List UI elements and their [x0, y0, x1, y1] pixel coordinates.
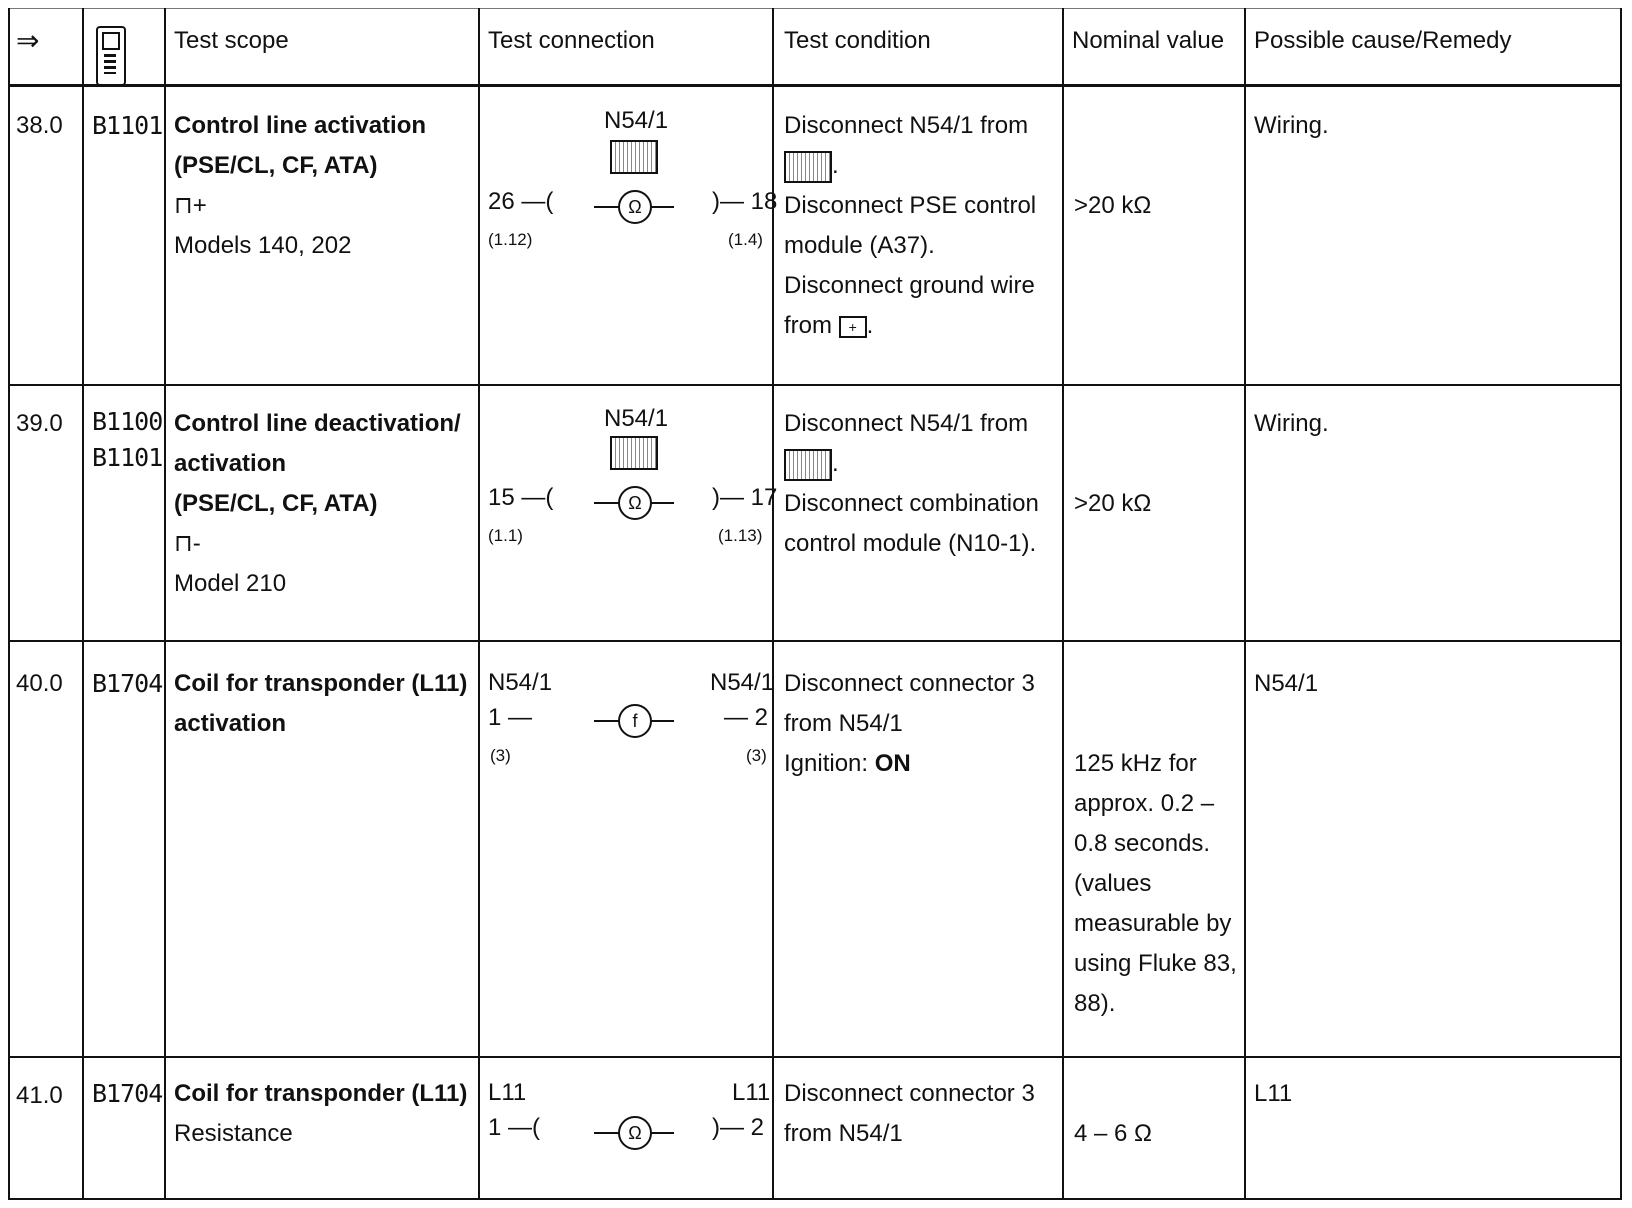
- header-nominal-value: Nominal value: [1072, 27, 1225, 54]
- left-connector-label: L11: [488, 1079, 527, 1106]
- scope-condition: ⊓+: [174, 192, 207, 219]
- ohmmeter-icon: Ω: [618, 486, 652, 520]
- test-condition: Disconnect connector 3 from N54/1 Ignition: ON: [784, 670, 1035, 777]
- nominal-value: >20 kΩ: [1074, 192, 1152, 219]
- table-bottom-border: [8, 1198, 1622, 1200]
- header-test-scope: Test scope: [174, 27, 289, 54]
- left-pin-ref: (1.1): [488, 526, 523, 545]
- scope-title: Coil for transponder (L11): [174, 670, 468, 697]
- left-pin: 26 —(: [488, 188, 554, 215]
- right-pin: — 2: [724, 704, 769, 731]
- remedy: Wiring.: [1254, 112, 1329, 139]
- test-scope: [174, 106, 474, 266]
- left-pin: 1 —: [488, 704, 533, 731]
- col-border: [478, 8, 480, 1200]
- test-condition: Disconnect N54/1 from . Disconnect combination control module (N10-1).: [784, 410, 1039, 557]
- ohmmeter-icon: Ω: [618, 190, 652, 224]
- row-divider: [8, 1056, 1622, 1058]
- left-pin: 1 —(: [488, 1114, 541, 1141]
- step-number: 38.0: [16, 112, 63, 139]
- col-border: [1620, 8, 1622, 1200]
- right-connector-label: L11: [732, 1079, 771, 1106]
- fault-code: B1101: [92, 443, 163, 472]
- remedy: N54/1: [1254, 670, 1319, 697]
- control-unit-icon: [610, 436, 658, 470]
- test-scope: [174, 1074, 474, 1154]
- arrow-icon: ⇒: [16, 25, 40, 56]
- control-unit-icon: [784, 151, 832, 183]
- frequency-meter-icon: f: [618, 704, 652, 738]
- table-top-border: [8, 8, 1622, 9]
- right-connector-label: N54/1: [710, 669, 775, 696]
- right-pin-ref: (1.13): [718, 526, 763, 545]
- fault-code: B1100: [92, 407, 163, 436]
- remedy: Wiring.: [1254, 410, 1329, 437]
- step-number: 39.0: [16, 410, 63, 437]
- fault-code: B1101: [92, 111, 163, 140]
- scope-title: Control line deactivation/: [174, 410, 461, 437]
- scope-models: Model 210: [174, 570, 287, 597]
- test-scope: [174, 664, 474, 744]
- scope-title: Control line activation: [174, 112, 427, 139]
- ohmmeter-icon: Ω: [618, 1116, 652, 1150]
- row-divider: [8, 640, 1622, 642]
- header-test-connection: Test connection: [488, 27, 655, 54]
- left-pin-ref: (1.12): [488, 230, 533, 249]
- col-border: [772, 8, 774, 1200]
- header-possible-cause: Possible cause/Remedy: [1254, 27, 1512, 54]
- remedy: L11: [1254, 1080, 1293, 1107]
- test-table: [8, 8, 1622, 1208]
- right-pin-ref: (3): [746, 746, 767, 765]
- scope-title: Coil for transponder (L11): [174, 1080, 468, 1107]
- scope-systems: (PSE/CL, CF, ATA): [174, 152, 378, 179]
- scope-condition: ⊓-: [174, 530, 201, 557]
- tester-device-icon: [96, 26, 126, 86]
- fault-code: B1704: [92, 669, 163, 698]
- fault-code: B1704: [92, 1079, 163, 1108]
- connector-label: N54/1: [604, 107, 669, 134]
- control-unit-icon: [610, 140, 658, 174]
- control-unit-icon: [784, 449, 832, 481]
- step-number: 41.0: [16, 1082, 63, 1109]
- left-pin: 15 —(: [488, 484, 554, 511]
- col-border: [164, 8, 166, 1200]
- left-pin-ref: (3): [490, 746, 511, 765]
- nominal-value: 4 – 6 Ω: [1074, 1120, 1152, 1147]
- nominal-value: 125 kHz for approx. 0.2 – 0.8 seconds. (values measurable by using Fluke 83, 88).: [1074, 750, 1237, 1017]
- left-connector-label: N54/1: [488, 669, 553, 696]
- test-condition: Disconnect N54/1 from . Disconnect PSE control module (A37). Disconnect ground wire from + .: [784, 112, 1037, 339]
- right-pin: )— 17: [712, 484, 778, 511]
- right-pin-ref: (1.4): [728, 230, 763, 249]
- scope-title-cont: activation: [174, 710, 287, 737]
- right-pin: )— 18: [712, 188, 778, 215]
- col-border: [1062, 8, 1064, 1200]
- scope-subtitle: Resistance: [174, 1120, 293, 1147]
- battery-icon: +: [839, 316, 867, 338]
- scope-title-cont: activation: [174, 450, 287, 477]
- fault-codes: [92, 404, 162, 476]
- scope-models: Models 140, 202: [174, 232, 352, 259]
- col-border: [8, 8, 10, 1200]
- test-scope: [174, 404, 474, 604]
- col-border: [1244, 8, 1246, 1200]
- row-divider: [8, 384, 1622, 386]
- header-test-condition: Test condition: [784, 27, 931, 54]
- header-rule: [8, 84, 1622, 87]
- step-number: 40.0: [16, 670, 63, 697]
- connector-label: N54/1: [604, 405, 669, 432]
- scope-systems: (PSE/CL, CF, ATA): [174, 490, 378, 517]
- test-condition: Disconnect connector 3 from N54/1: [784, 1080, 1035, 1147]
- right-pin: )— 2: [712, 1114, 765, 1141]
- col-border: [82, 8, 84, 1200]
- nominal-value: >20 kΩ: [1074, 490, 1152, 517]
